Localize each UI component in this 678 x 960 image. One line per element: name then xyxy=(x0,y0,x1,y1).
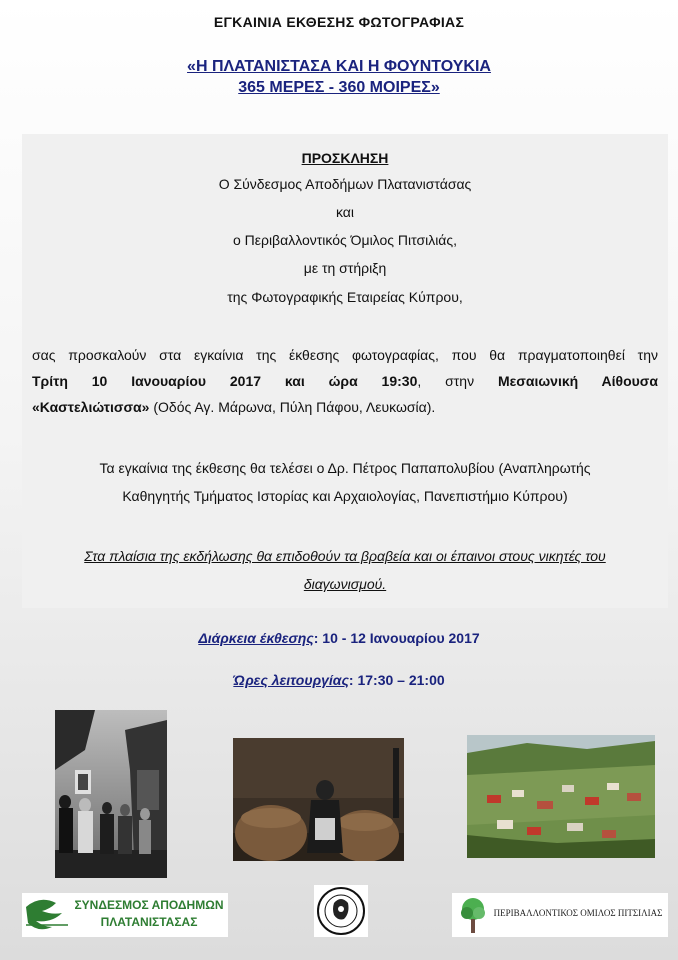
hours-label: Ώρες λειτουργίας xyxy=(233,672,349,688)
invitation-heading: ΠΡΟΣΚΛΗΣΗ xyxy=(301,150,389,166)
invitation-box xyxy=(22,134,668,608)
awards-note-2: διαγωνισμού. xyxy=(303,576,387,592)
photo-village xyxy=(467,735,655,858)
tree-icon xyxy=(458,895,488,935)
speaker-text-1: Τα εγκαίνια της έκθεσης θα τελέσει ο Δρ. Πέτρος Παπαπολυβίου (Αναπληρωτής xyxy=(99,460,591,476)
venue-name: Μεσαιωνική Αίθουσα xyxy=(497,373,658,389)
hours-value: : 17:30 – 21:00 xyxy=(348,672,445,688)
invitation-paragraph-1 xyxy=(32,342,658,420)
paragraph-text: , στην xyxy=(417,373,498,389)
photo-jars xyxy=(233,738,404,861)
association-logo xyxy=(22,893,228,937)
speaker-text-2: Καθηγητής Τμήματος Ιστορίας και Αρχαιολογίας, Πανεπιστήμιο Κύπρου) xyxy=(122,488,568,504)
exhibition-duration xyxy=(0,630,678,646)
venue-name-2: «Καστελιώτισσα» xyxy=(32,399,150,415)
paragraph-text: σας προσκαλούν στα εγκαίνια της έκθεσης φωτογραφίας, που θα πραγματοποιηθεί την xyxy=(32,347,658,363)
invitation-line: Ο Σύνδεσμος Αποδήμων Πλατανιστάσας xyxy=(218,176,472,192)
environmental-group-name: ΠΕΡΙΒΑΛΛΟΝΤΙΚΟΣ ΟΜΙΛΟΣ ΠΙΤΣΙΛΙΑΣ xyxy=(493,908,663,918)
photo-procession xyxy=(55,710,167,878)
awards-note-1: Στα πλαίσια της εκδήλωσης θα επιδοθούν τα βραβεία και οι έπαινοι στους νικητές του xyxy=(84,548,606,564)
exhibition-title-line1: «Η ΠΛΑΤΑΝΙΣΤΑΣΑ ΚΑΙ Η ΦΟΥΝΤΟΥΚΙΑ xyxy=(187,58,491,75)
photo-society-seal xyxy=(314,885,368,937)
venue-address: (Οδός Αγ. Μάρωνα, Πύλη Πάφου, Λευκωσία). xyxy=(149,399,436,415)
duration-label: Διάρκεια έκθεσης xyxy=(198,630,314,646)
invitation-line: ο Περιβαλλοντικός Όμιλος Πιτσιλιάς, xyxy=(232,232,458,248)
invitation-line: και xyxy=(335,204,355,220)
association-name-line1: ΣΥΝΔΕΣΜΟΣ ΑΠΟΔΗΜΩΝ xyxy=(74,898,224,912)
event-heading: ΕΓΚΑΙΝΙΑ ΕΚΘΕΣΗΣ ΦΩΤΟΓΡΑΦΙΑΣ xyxy=(213,14,465,30)
opening-hours xyxy=(0,672,678,688)
invitation-line: με τη στήριξη xyxy=(303,260,387,276)
association-name-line2: ΠΛΑΤΑΝΙΣΤΑΣΑΣ xyxy=(100,915,198,929)
environmental-group-logo xyxy=(452,893,668,937)
duration-value: : 10 - 12 Ιανουαρίου 2017 xyxy=(313,630,480,646)
event-date: Τρίτη 10 Ιανουαρίου 2017 και ώρα 19:30 xyxy=(32,373,418,389)
invitation-line: της Φωτογραφικής Εταιρείας Κύπρου, xyxy=(227,289,463,305)
exhibition-title-line2: 365 ΜΕΡΕΣ - 360 ΜΟΙΡΕΣ» xyxy=(238,79,440,96)
